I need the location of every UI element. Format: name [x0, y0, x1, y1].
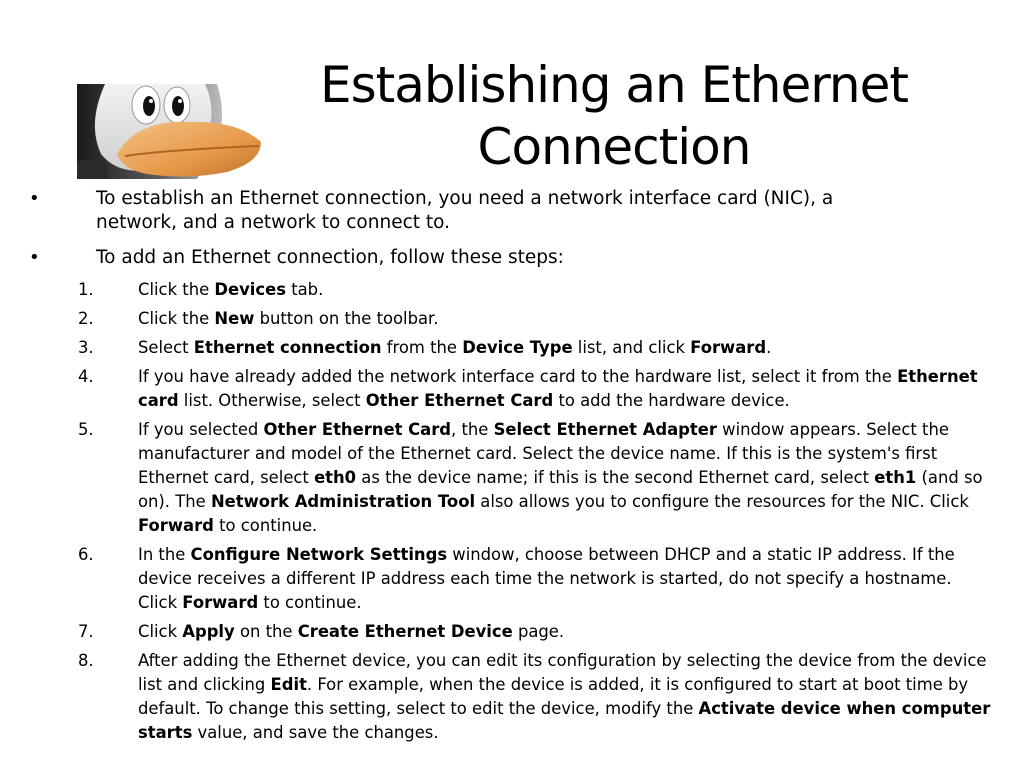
step-text: In the: [138, 545, 191, 564]
step-item: [0, 278, 1024, 302]
step-emphasis: Configure Network Settings: [190, 545, 448, 564]
step-text: Click: [138, 622, 183, 641]
step-text: page.: [512, 622, 565, 641]
step-text: window, choose between DHCP and a static IP address. If the device receives a different IP address each time the network is started, do not specify a hostname. Click: [138, 545, 955, 612]
step-number: 2.: [78, 309, 94, 328]
step-text: tab.: [286, 280, 324, 299]
step-emphasis: Activate device when computer starts: [138, 699, 991, 742]
bullet-item: [0, 246, 1024, 270]
step-emphasis: Other Ethernet Card: [365, 391, 554, 410]
step-emphasis: Forward: [138, 516, 214, 535]
step-number: 4.: [78, 367, 94, 386]
step-text: Select: [138, 338, 194, 357]
step-emphasis: Forward: [182, 593, 259, 612]
step-text: , the: [451, 420, 494, 439]
step-text: value, and save the changes.: [192, 723, 439, 742]
step-text: on the: [234, 622, 298, 641]
step-text: list. Otherwise, select: [178, 391, 366, 410]
step-item: [0, 418, 1024, 538]
slide-title: [300, 54, 928, 178]
step-text: from the: [381, 338, 463, 357]
step-emphasis: Network Administration Tool: [210, 492, 476, 511]
step-text: as the device name; if this is the second Ethernet card, select: [356, 468, 875, 487]
step-emphasis: Select Ethernet Adapter: [493, 420, 717, 439]
step-text: If you have already added the network interface card to the hardware list, select it from the: [138, 367, 898, 386]
step-emphasis: Create Ethernet Device: [297, 622, 513, 641]
bullet-text: To establish an Ethernet connection, you need a network interface card (NIC), a network, and a network to connect to.: [96, 188, 834, 233]
step-text: . For example, when the device is added, it is configured to start at boot time by default. To change this setting, select to edit the device, modify the: [138, 675, 969, 718]
step-text: list, and click: [572, 338, 691, 357]
step-item: [0, 365, 1024, 413]
step-number: 6.: [78, 545, 94, 564]
step-text: Click the: [138, 309, 215, 328]
step-emphasis: eth0: [314, 468, 357, 487]
step-text: .: [766, 338, 772, 357]
step-item: [0, 307, 1024, 331]
step-list: [0, 278, 1024, 750]
step-emphasis: Apply: [182, 622, 235, 641]
bullet-item: [0, 187, 1024, 235]
step-item: [0, 543, 1024, 615]
title-line-1: Establishing an Ethernet: [320, 56, 908, 114]
step-emphasis: Other Ethernet Card: [263, 420, 452, 439]
step-emphasis: Devices: [214, 280, 286, 299]
step-emphasis: Ethernet card: [138, 367, 978, 410]
step-emphasis: New: [214, 309, 255, 328]
step-number: 7.: [78, 622, 94, 641]
penguin-logo-icon: [77, 84, 264, 179]
step-number: 1.: [78, 280, 94, 299]
step-text: (and so on). The: [138, 468, 983, 511]
step-emphasis: eth1: [874, 468, 917, 487]
bullet-marker: •: [29, 188, 40, 209]
step-text: If you selected: [138, 420, 264, 439]
step-text: to continue.: [213, 516, 318, 535]
step-text: to continue.: [258, 593, 362, 612]
title-line-2: Connection: [477, 118, 751, 176]
bullet-text: To add an Ethernet connection, follow these steps:: [96, 247, 564, 268]
step-number: 8.: [78, 651, 94, 670]
step-emphasis: Edit: [270, 675, 307, 694]
step-text: After adding the Ethernet device, you can edit its configuration by selecting the device from the device list and clicking: [138, 651, 987, 694]
step-text: also allows you to configure the resources for the NIC. Click: [475, 492, 969, 511]
step-text: Click the: [138, 280, 215, 299]
step-emphasis: Forward: [690, 338, 767, 357]
step-emphasis: Ethernet connection: [193, 338, 382, 357]
step-item: [0, 649, 1024, 745]
step-text: window appears. Select the manufacturer and model of the Ethernet card. Select the device name. If this is the system's first Ethernet card, select: [138, 420, 949, 487]
step-number: 3.: [78, 338, 94, 357]
bullet-list: [0, 187, 1024, 276]
bullet-marker: •: [29, 247, 40, 268]
step-text: button on the toolbar.: [254, 309, 439, 328]
step-item: [0, 620, 1024, 644]
step-number: 5.: [78, 420, 94, 439]
step-emphasis: Device Type: [462, 338, 573, 357]
step-item: [0, 336, 1024, 360]
step-text: to add the hardware device.: [553, 391, 790, 410]
